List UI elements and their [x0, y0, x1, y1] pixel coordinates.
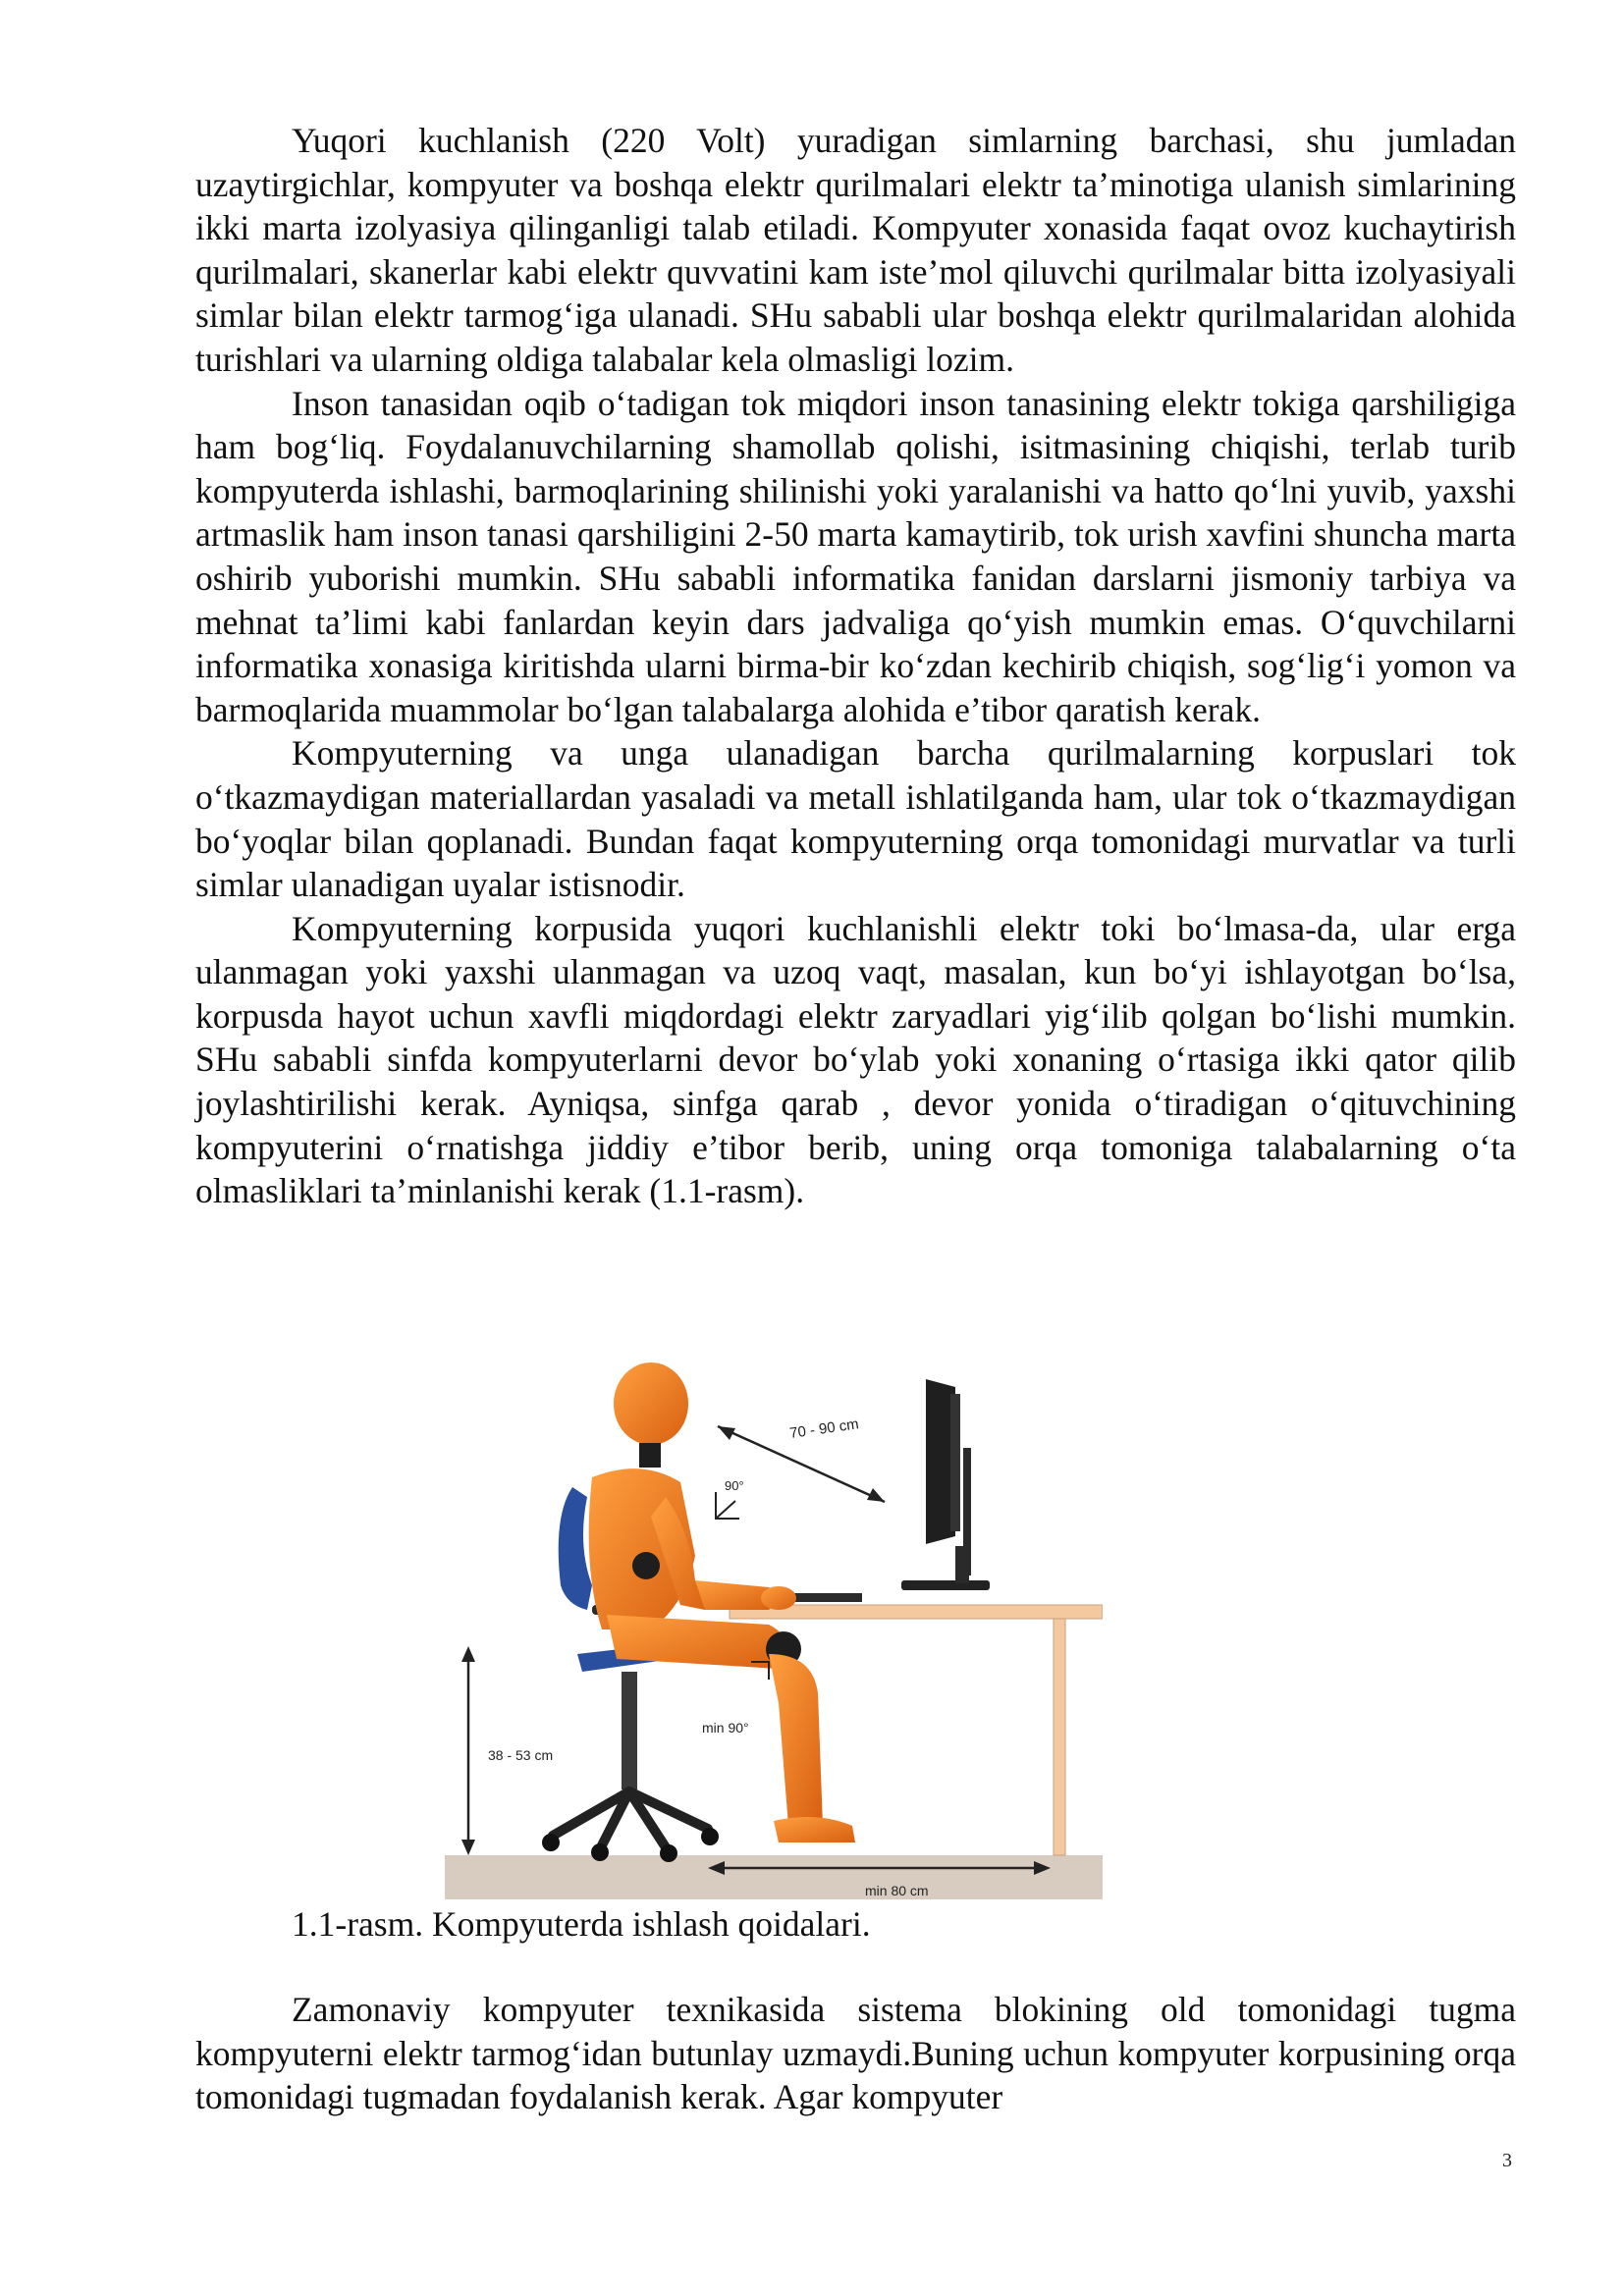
body-text-bottom	[195, 1988, 1516, 2119]
paragraph: Yuqori kuchlanish (220 Volt) yuradigan simlarning barchasi, shu jumladan uzaytirgichlar, kompyuter va boshqa elektr qurilmalari elektr ta’minotiga ulanish simlarining ikki marta izolyasiya qilinganligi talab etiladi. Kompyuter xonasida faqat ovoz kuchaytirish qurilmalari, skanerlar kabi elektr quvvatini kam iste’mol qiluvchi qurilmalar bitta izolyasiyali simlar bilan elektr tarmog‘iga ulanadi. SHu sababli ular boshqa elektr qurilmalaridan alohida turishlari va ularning oldiga talabalar kela olmasligi lozim.	[195, 121, 1516, 379]
paragraph: Zamonaviy kompyuter texnikasida sistema blokining old tomonidagi tugma kompyuterni elektr tarmog‘idan butunlay uzmaydi.Buning uchun kompyuter korpusining orqa tomonidagi tugmadan foydalanish kerak. Agar kompyuter	[195, 1990, 1516, 2117]
elbow-angle-label: 90°	[725, 1478, 744, 1493]
paragraph: Kompyuterning va unga ulanadigan barcha qurilmalarning korpuslari tok o‘tkazmaydigan materiallardan yasaladi va metall ishlatilganda ham, ular tok o‘tkazmaydigan bo‘yoqlar bilan qoplanadi. Bundan faqat kompyuterning orqa tomonidagi murvatlar va turli simlar ulanadigan uyalar istisnodir.	[195, 733, 1516, 905]
knee-angle-label: min 90°	[702, 1720, 749, 1735]
ergonomics-illustration	[445, 1360, 1103, 1899]
eye-distance-label: 70 - 90 cm	[788, 1415, 860, 1442]
monitor	[901, 1379, 990, 1590]
ergonomics-figure	[445, 1360, 1103, 1899]
figure-caption: 1.1-rasm. Kompyuterda ishlash qoidalari.	[292, 1904, 871, 1944]
seat-height-arrow	[461, 1646, 475, 1855]
leg-space-label: min 80 cm	[865, 1883, 929, 1898]
seat-height-label: 38 - 53 cm	[488, 1747, 554, 1763]
floor	[445, 1855, 1103, 1899]
paragraph: Kompyuterning korpusida yuqori kuchlanishli elektr toki bo‘lmasa-da, ular erga ulanmagan yoki yaxshi ulanmagan va uzoq vaqt, masalan, kun bo‘yi ishlayotgan bo‘lsa, korpusda hayot uchun xavfli miqdordagi elektr zaryadlari yig‘ilib qolgan bo‘lishi mumkin. SHu sababli sinfda kompyuterlarni devor bo‘ylab yoki xonaning o‘rtasiga ikki qator qilib joylashtirilishi kerak. Ayniqsa, sinfga qarab , devor yonida o‘tiradigan o‘qituvchining kompyuterini o‘rnatishga jiddiy e’tibor berib, uning orqa tomoniga talabalarning o‘ta olmasliklari ta’minlanishi kerak (1.1-rasm).	[195, 908, 1516, 1211]
page-number: 3	[1502, 2150, 1512, 2171]
body-text-top	[195, 119, 1516, 1213]
paragraph: Inson tanasidan oqib o‘tadigan tok miqdori inson tanasining elektr tokiga qarshiligiga ham bog‘liq. Foydalanuvchilarning shamollab qolishi, isitmasining chiqishi, terlab turib kompyuterda ishlashi, barmoqlarining shilinishi yoki yaralanishi va hatto qo‘lni yuvib, yaxshi artmaslik ham inson tanasi qarshiligini 2-50 marta kamaytirib, tok urish xavfini shuncha marta oshirib yuborishi mumkin. SHu sababli informatika fanidan darslarni jismoniy tarbiya va mehnat ta’limi kabi fanlardan keyin dars jadvaliga qo‘yish mumkin emas. O‘quvchilarni informatika xonasiga kiritishda ularni birma-bir ko‘zdan kechirib chiqish, sog‘lig‘i yomon va barmoqlarida muammolar bo‘lgan talabalarga alohida e’tibor qaratish kerak.	[195, 383, 1516, 729]
elbow-angle-marker	[716, 1492, 739, 1519]
